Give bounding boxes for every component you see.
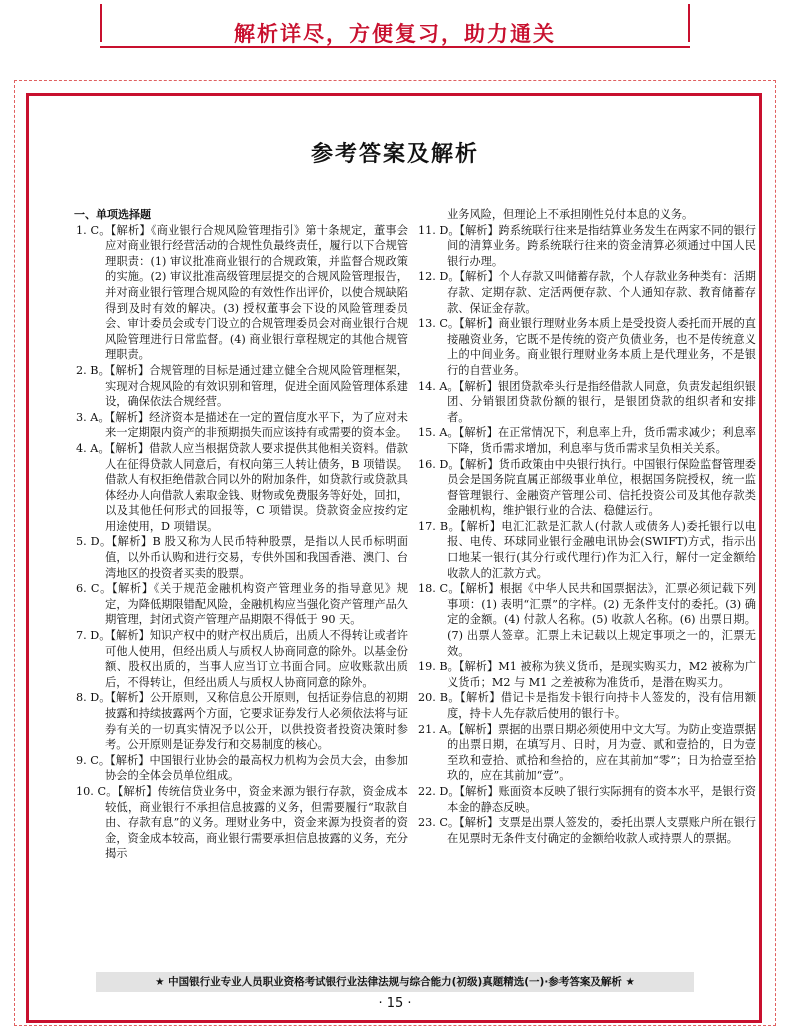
section-heading: 一、单项选择题 — [74, 208, 151, 221]
answer-item: 10. C。【解析】传统信贷业务中，资金来源为银行存款，资金成本较低，商业银行不承担信息披露的义务，但需要履行“取款自由、存款有息”的义务。理财业务中，资金来源为投资者的资金，资金成本较高，商业银行需要承担信息披露的义务，充分揭示 — [76, 784, 408, 861]
answer-item: 21. A。【解析】票据的出票日期必须使用中文大写。为防止变造票据的出票日期，在填写月、日时，月为壹、贰和壹拾的，日为壹至玖和壹拾、贰拾和叁拾的，应在其前加“零”；日为拾壹至拾玖的，应在其前加“壹”。 — [418, 722, 756, 783]
answer-item: 4. A。【解析】借款人应当根据贷款人要求提供其他相关资料。借款人在征得贷款人同意后，有权向第三人转让债务，B 项错误。借款人有权拒绝借款合同以外的附加条件，如贷款行或贷款具体经办人向借款人索取金钱、财物或免费服务等好处，回扣，以及其他任何形式的回报等，C 项错误。贷款资金应按约定用途使用，D 项错误。 — [76, 441, 408, 533]
answer-item: 23. C。【解析】支票是出票人签发的，委托出票人支票账户所在银行在见票时无条件支付确定的金额给收款人或持票人的票据。 — [418, 816, 756, 845]
answer-item: 5. D。【解析】B 股又称为人民币特种股票，是指以人民币标明面值，以外币认购和进行交易，专供外国和我国香港、澳门、台湾地区的投资者买卖的股票。 — [76, 535, 408, 580]
answer-item: 3. A。【解析】经济资本是描述在一定的置信度水平下，为了应对未来一定期限内资产的非预期损失而应该持有或需要的资本金。 — [76, 410, 408, 440]
answer-item: 11. D。【解析】跨系统联行往来是指结算业务发生在两家不同的银行间的清算业务。跨系统联行往来的资金清算必须通过中国人民银行办理。 — [418, 223, 756, 268]
answer-item: 22. D。【解析】账面资本反映了银行实际拥有的资本水平，是银行资本金的静态反映。 — [418, 784, 756, 814]
answer-item: 19. B。【解析】M1 被称为狭义货币，是现实购买力，M2 被称为广义货币；M2 与 M1 之差被称为准货币，是潜在购买力。 — [418, 660, 756, 689]
answer-item: 7. D。【解析】知识产权中的财产权出质后，出质人不得转让或者许可他人使用，但经出质人与质权人协商同意的除外。以基金份额、股权出质的，当事人应当订立书面合同。应收账款出质后，不得转让，但经出质人与质权人协商同意的除外。 — [76, 629, 408, 689]
header-tagline: 解析详尽，方便复习，助力通关 — [234, 22, 556, 46]
left-column — [76, 207, 408, 862]
answer-item: 2. B。【解析】合规管理的目标是通过建立健全合规风险管理框架，实现对合规风险的有效识别和管理，促进全面风险管理体系建设，确保依法合规经营。 — [76, 363, 408, 409]
answer-item: 1. C。【解析】《商业银行合规风险管理指引》第十条规定，董事会应对商业银行经营活动的合规性负最终责任，履行以下合规管理职责：(1) 审议批准商业银行的合规政策，并监督合规政策的实施。(2) 审议批准高级管理层提交的合规风险管理报告，并对商业银行管理合规风险的有效性作出评价，以使合规缺陷得到及时有效的解决。(3) 授权董事会下设的风险管理委员会、审计委员会或专门设立的合规管理委员会对商业银行合规风险管理进行日常监督。(4) 商业银行章程规定的其他合规管理职责。 — [76, 223, 408, 362]
footer-band: ★ 中国银行业专业人员职业资格考试银行业法律法规与综合能力(初级)真题精选(一)·参考答案及解析 ★ — [96, 972, 694, 992]
answer-item: 9. C。【解析】中国银行业协会的最高权力机构为会员大会，由参加协会的全体会员单位组成。 — [76, 753, 408, 783]
answer-item: 17. B。【解析】电汇汇款是汇款人(付款人或债务人)委托银行以电报、电传、环球同业银行金融电讯协会(SWIFT)方式，指示出口地某一银行(其分行或代理行)作为汇入行，解付一定金额给收款人的汇款方式。 — [418, 519, 756, 580]
right-column — [418, 207, 756, 846]
answer-item: 18. C。【解析】根据《中华人民共和国票据法》，汇票必须记载下列事项：(1) 表明“汇票”的字样。(2) 无条件支付的委托。(3) 确定的金额。(4) 付款人名称。(5) 收款人名称。(6) 出票日期。(7) 出票人签章。汇票上未记载以上规定事项之一的，汇票无效。 — [418, 582, 756, 658]
answer-item: 14. A。【解析】银团贷款牵头行是指经借款人同意，负责发起组织银团、分销银团贷款份额的银行，是银团贷款的组织者和安排者。 — [418, 379, 756, 424]
page-title: 参考答案及解析 — [310, 142, 479, 167]
answer-item: 15. A。【解析】在正常情况下，利息率上升，货币需求减少；利息率下降，货币需求增加，利息率与货币需求呈负相关关系。 — [418, 426, 756, 455]
answer-item: 8. D。【解析】公开原则，又称信息公开原则，包括证券信息的初期披露和持续披露两个方面，它要求证券发行人必须依法将与证券有关的一切真实情况予以公开，以供投资者投资决策时参考。公开原则是证券发行和交易制度的核心。 — [76, 691, 408, 752]
answer-item: 6. C。【解析】《关于规范金融机构资产管理业务的指导意见》规定，为降低期限错配风险，金融机构应当强化资产管理产品久期管理，封闭式资产管理产品期限不得低于 90 天。 — [76, 582, 408, 627]
page-number: · 15 · — [378, 996, 412, 1011]
answer-item: 20. B。【解析】借记卡是指发卡银行向持卡人签发的，没有信用额度，持卡人先存款后使用的银行卡。 — [418, 691, 756, 720]
answer-continuation: 业务风险，但理论上不承担刚性兑付本息的义务。 — [447, 208, 694, 221]
answer-item: 12. D。【解析】个人存款又叫储蓄存款，个人存款业务种类有：活期存款、定期存款、定活两便存款、个人通知存款、教育储蓄存款、保证金存款。 — [418, 270, 756, 315]
answer-item: 13. C。【解析】商业银行理财业务本质上是受投资人委托而开展的直接融资业务，它既不是传统的资产负债业务，也不是传统意义上的中间业务。商业银行理财业务本质上是代理业务，不是银行的自营业务。 — [418, 317, 756, 377]
answer-item: 16. D。【解析】货币政策由中央银行执行。中国银行保险监督管理委员会是国务院直属正部级事业单位，根据国务院授权，统一监督管理银行、金融资产管理公司、信托投资公司及其他存款类金融机构，维护银行业的合法、稳健运行。 — [418, 457, 756, 518]
